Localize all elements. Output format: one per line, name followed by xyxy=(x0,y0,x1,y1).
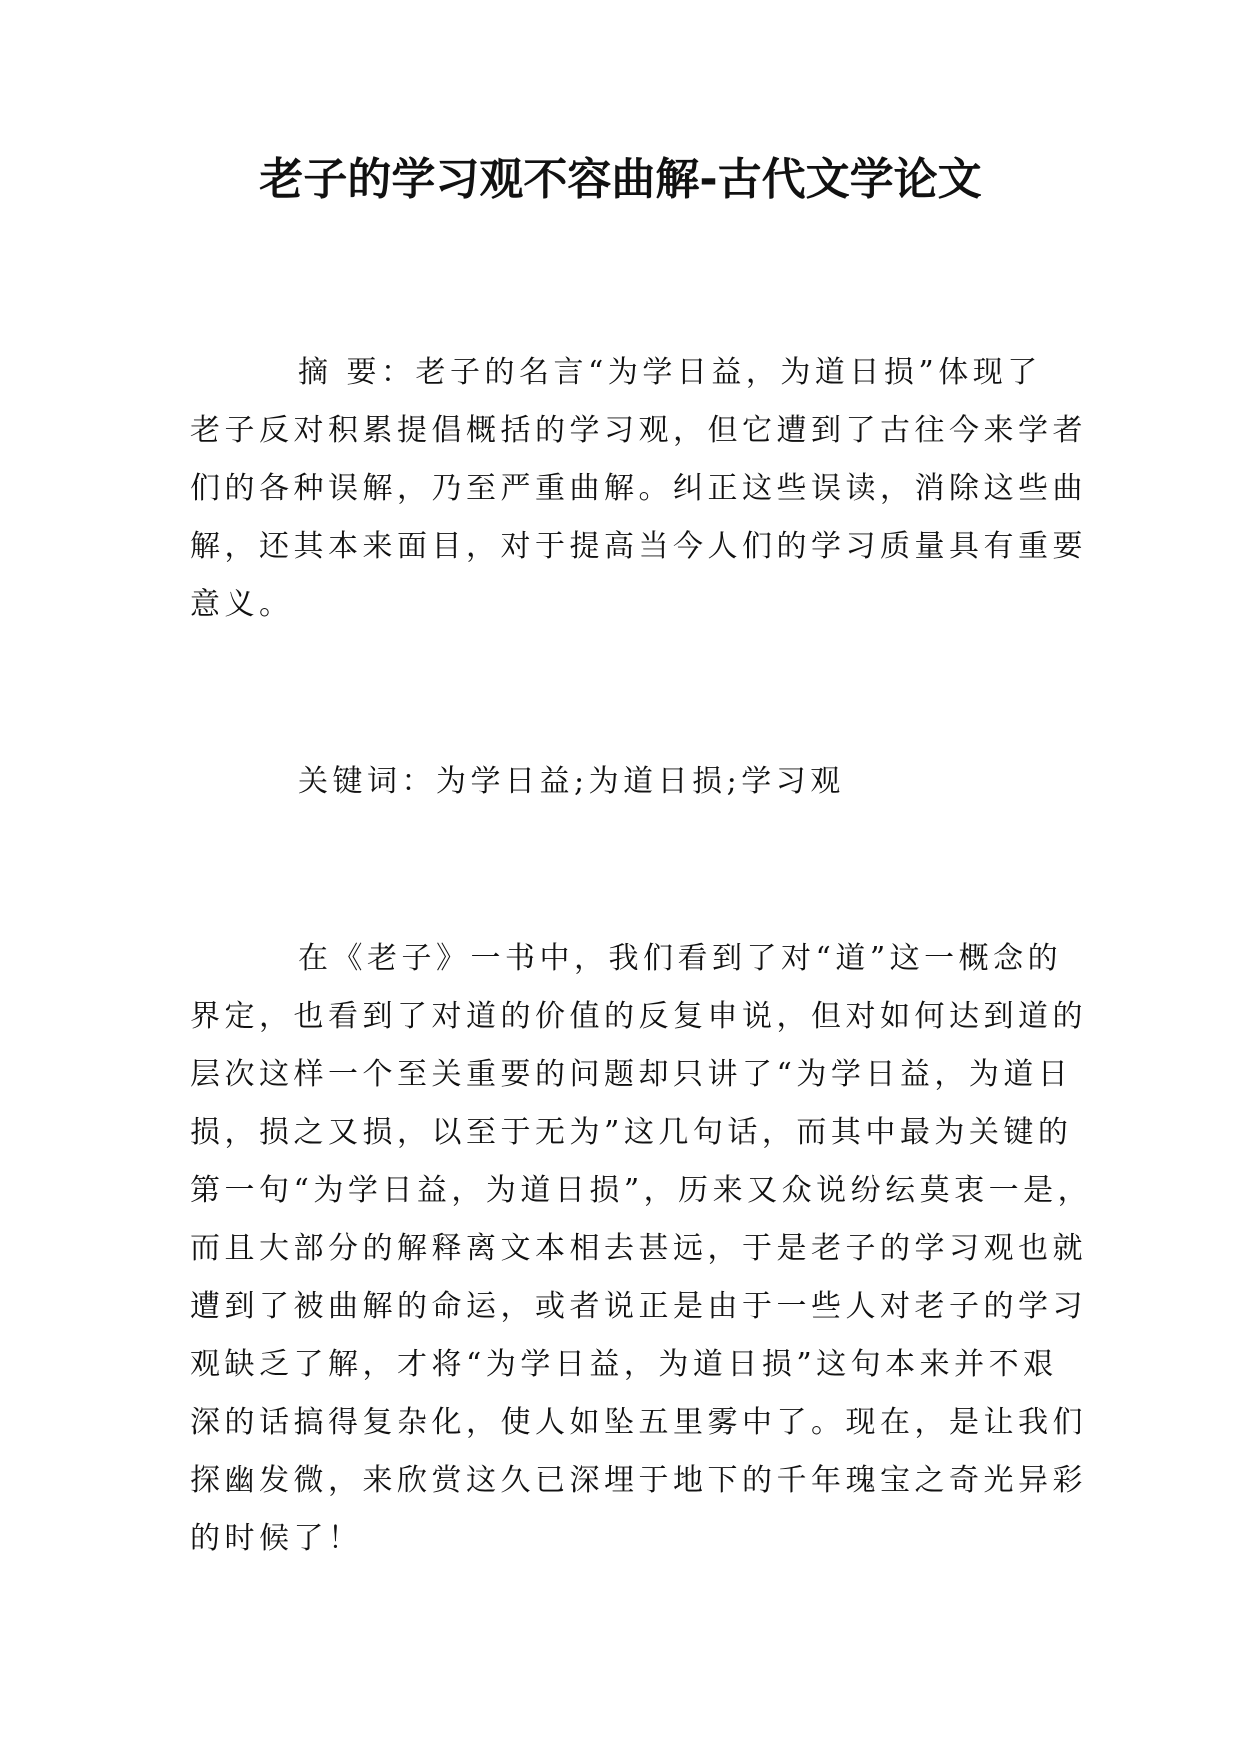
intro-line: 界定，也看到了对道的价值的反复申说，但对如何达到道的 xyxy=(190,999,1087,1034)
keywords-paragraph xyxy=(190,753,1052,811)
keywords-line: 关键词：为学日益;为道日损;学习观 xyxy=(298,764,845,799)
intro-line: 而且大部分的解释离文本相去甚远，于是老子的学习观也就 xyxy=(190,1231,1087,1266)
intro-line: 第一句“为学日益，为道日损”，历来又众说纷纭莫衷一是， xyxy=(190,1173,1093,1208)
intro-line: 深的话搞得复杂化，使人如坠五里雾中了。现在，是让我们 xyxy=(190,1405,1087,1440)
document-title: 老子的学习观不容曲解-古代文学论文 xyxy=(259,154,982,205)
intro-line: 损，损之又损，以至于无为”这几句话，而其中最为关键的 xyxy=(190,1115,1073,1150)
abstract-line: 老子反对积累提倡概括的学习观，但它遭到了古往今来学者 xyxy=(190,413,1087,448)
intro-paragraph xyxy=(190,930,1093,1568)
intro-line: 观缺乏了解，才将“为学日益，为道日损”这句本来并不艰 xyxy=(190,1347,1058,1382)
intro-line: 在《老子》一书中，我们看到了对“道”这一概念的 xyxy=(298,941,1063,976)
abstract-line: 摘 要：老子的名言“为学日益，为道日损”体现了 xyxy=(298,355,1042,390)
intro-line: 探幽发微，来欣赏这久已深埋于地下的千年瑰宝之奇光异彩 xyxy=(190,1463,1087,1498)
intro-line: 的时候了！ xyxy=(190,1521,363,1556)
abstract-paragraph xyxy=(190,344,1087,634)
abstract-line: 解，还其本来面目，对于提高当今人们的学习质量具有重要 xyxy=(190,529,1087,564)
abstract-line: 意义。 xyxy=(190,587,294,622)
abstract-line: 们的各种误解，乃至严重曲解。纠正这些误读，消除这些曲 xyxy=(190,471,1087,506)
intro-line: 遭到了被曲解的命运，或者说正是由于一些人对老子的学习 xyxy=(190,1289,1087,1324)
intro-line: 层次这样一个至关重要的问题却只讲了“为学日益，为道日 xyxy=(190,1057,1073,1092)
